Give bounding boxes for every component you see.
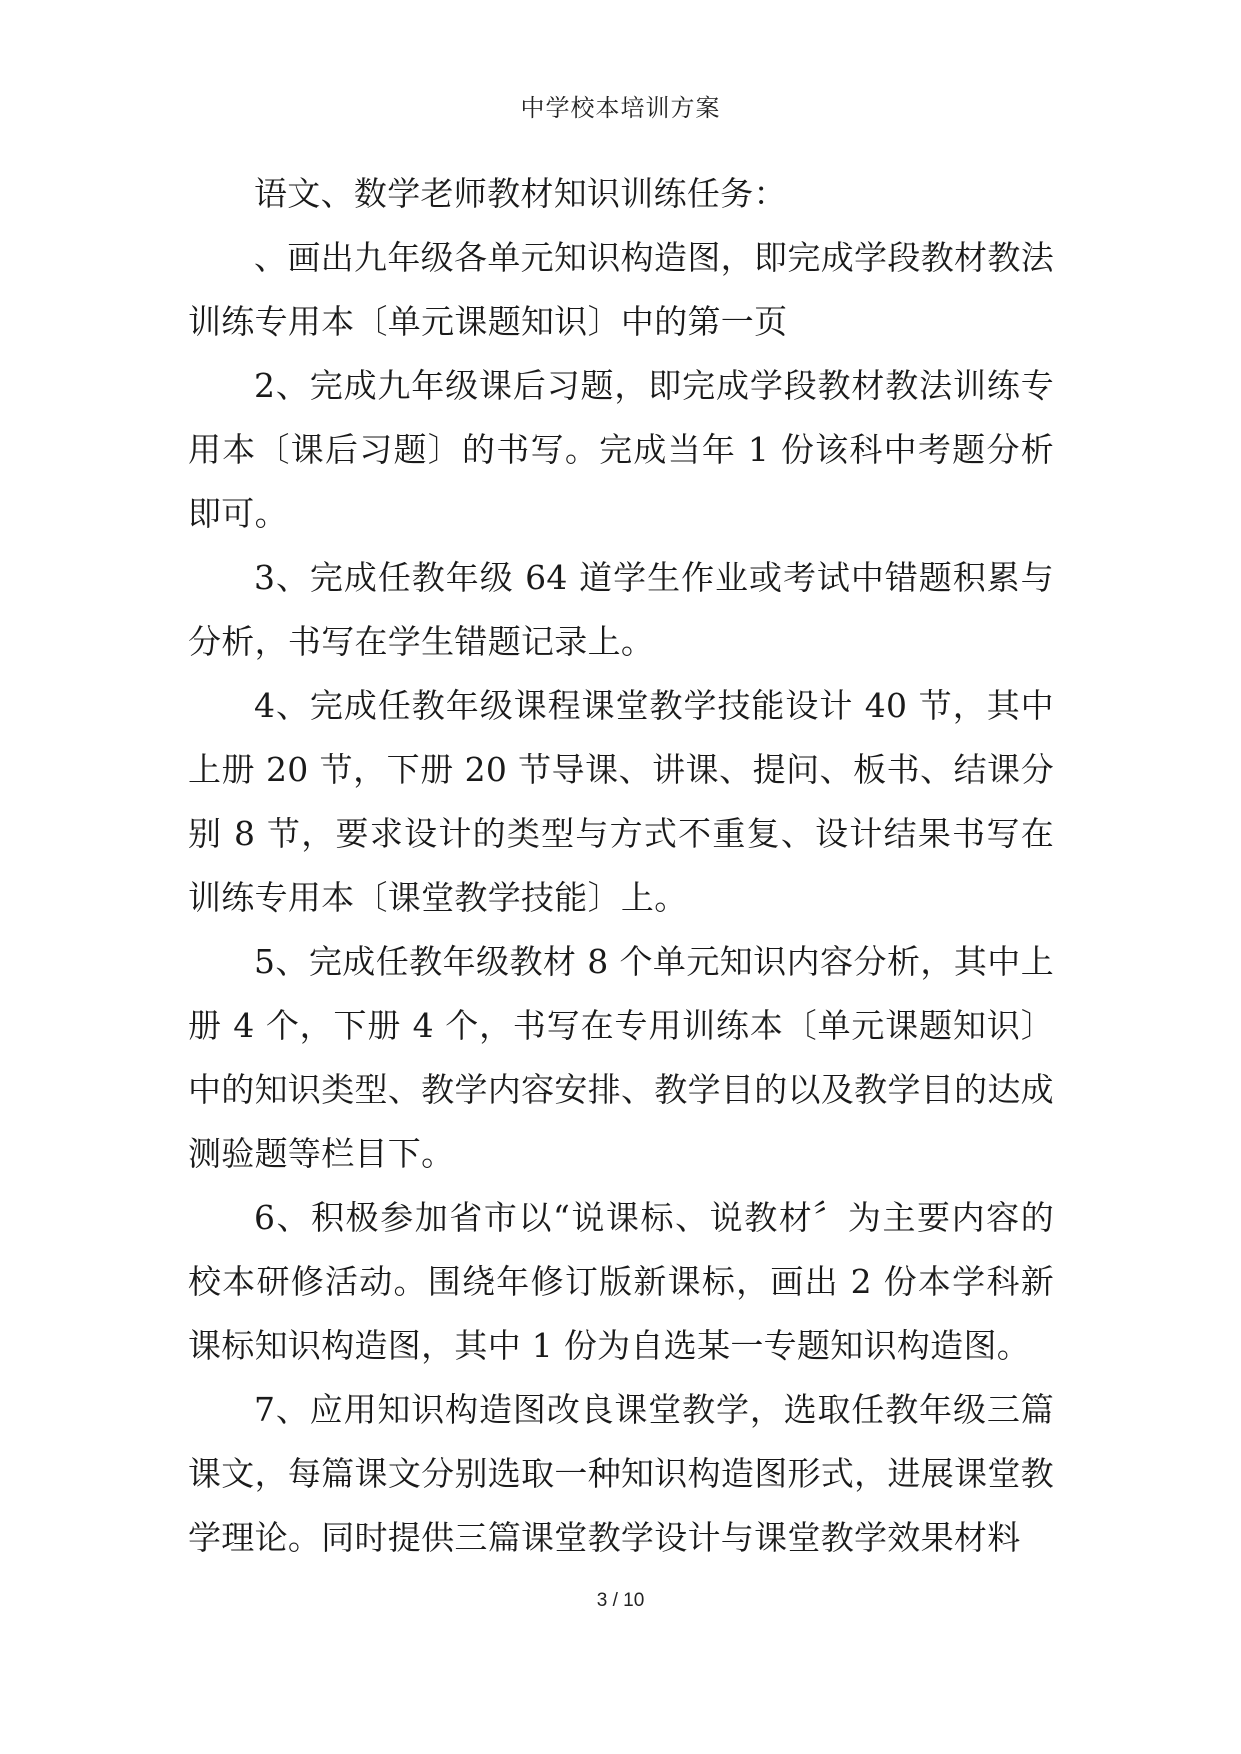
document-body xyxy=(188,162,1054,1570)
paragraph-task-6: 6、积极参加省市以“说课标、说教材〞为主要内容的校本研修活动。围绕年修订版新课标，画出 2 份本学科新课标知识构造图，其中 1 份为自选某一专题知识构造图。 xyxy=(188,1198,1054,1365)
paragraph-task-1: 、画出九年级各单元知识构造图，即完成学段教材教法训练专用本〔单元课题知识〕中的第一页 xyxy=(188,238,1054,341)
page-number: 3 / 10 xyxy=(596,1590,645,1611)
paragraph-intro: 语文、数学老师教材知识训练任务： xyxy=(254,174,787,213)
paragraph-task-2: 2、完成九年级课后习题，即完成学段教材教法训练专用本〔课后习题〕的书写。完成当年 1 份该科中考题分析即可。 xyxy=(188,366,1054,533)
paragraph-task-3: 3、完成任教年级 64 道学生作业或考试中错题积累与分析，书写在学生错题记录上。 xyxy=(188,558,1054,661)
page-header-title: 中学校本培训方案 xyxy=(520,94,721,122)
paragraph-task-7: 7、应用知识构造图改良课堂教学，选取任教年级三篇课文，每篇课文分别选取一种知识构造图形式，进展课堂教学理论。同时提供三篇课堂教学设计与课堂教学效果材料 xyxy=(188,1390,1054,1557)
paragraph-task-4: 4、完成任教年级课程课堂教学技能设计 40 节，其中上册 20 节，下册 20 节导课、讲课、提问、板书、结课分别 8 节，要求设计的类型与方式不重复、设计结果书写在训练专用本〔课堂教学技能〕上。 xyxy=(188,686,1054,917)
paragraph-task-5: 5、完成任教年级教材 8 个单元知识内容分析，其中上册 4 个，下册 4 个，书写在专用训练本〔单元课题知识〕中的知识类型、教学内容安排、教学目的以及教学目的达成测验题等栏目下。 xyxy=(188,942,1054,1173)
